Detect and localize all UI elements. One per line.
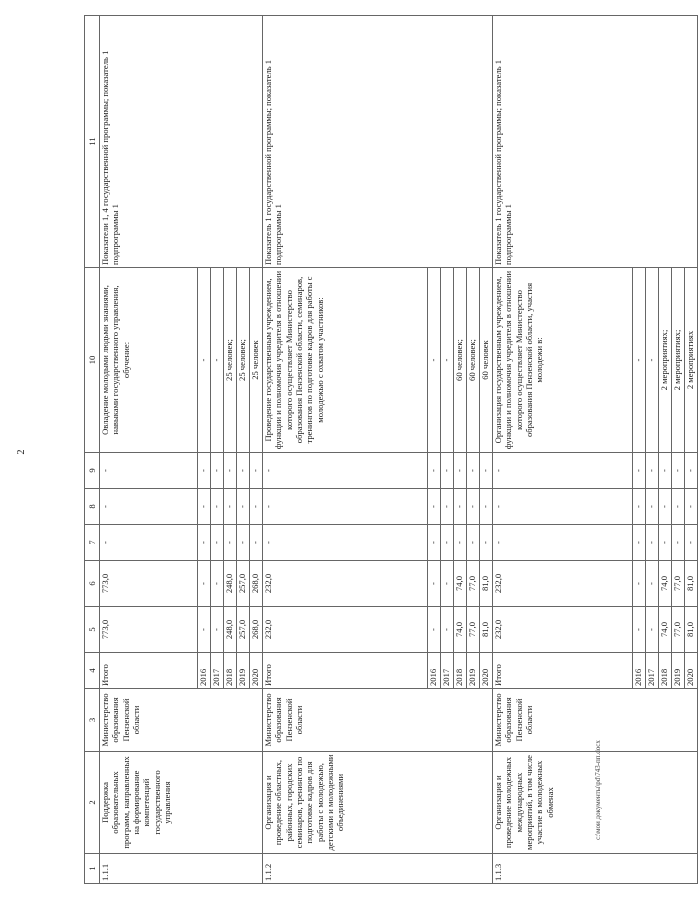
value: - — [659, 525, 672, 561]
value: - — [659, 453, 672, 489]
total-value: - — [263, 453, 428, 489]
indicator-text: Овладение молодыми людьми знаниями, навыками государственного управления, обучение: — [100, 268, 198, 453]
value: - — [441, 561, 454, 607]
value: 81,0 — [685, 607, 698, 653]
header-cell: 10 — [85, 268, 100, 453]
total-value: 773,0 — [100, 607, 198, 653]
value: - — [633, 561, 646, 607]
footer-file-path: c:\мои документы\рd\743-пп.docx — [594, 740, 602, 840]
indicator-text: Проведение государственным учреждением, функции и полномочия учредителя в отношении которого осуществляет Министерство образования Пензенской области, семинаров, тренингов по подготовке кадров для работы с молодежью с охватом участников: — [263, 268, 428, 453]
total-value: 232,0 — [493, 607, 633, 653]
year-indicator: - — [646, 268, 659, 453]
year: 2019 — [237, 653, 250, 689]
value: - — [633, 607, 646, 653]
value: - — [211, 561, 224, 607]
value: 81,0 — [685, 561, 698, 607]
year: 2020 — [480, 653, 493, 689]
event-name: Организация и проведение молодежных международных мероприятий, в том числе участие в молодежных обменах — [493, 752, 698, 854]
value: 77,0 — [672, 561, 685, 607]
value: - — [211, 525, 224, 561]
value: - — [428, 607, 441, 653]
header-cell: 4 — [85, 653, 100, 689]
year-indicator: - — [211, 268, 224, 453]
value: - — [633, 453, 646, 489]
value: - — [633, 489, 646, 525]
value: - — [198, 561, 211, 607]
target-indicator: Показатели 1, 4 государственной программы; показатель 1 подпрограммы 1 — [100, 16, 263, 268]
header-cell: 11 — [85, 16, 100, 268]
value: - — [428, 525, 441, 561]
value: - — [198, 607, 211, 653]
total-value: - — [493, 489, 633, 525]
total-label: Итого — [493, 653, 633, 689]
value: - — [480, 489, 493, 525]
year: 2017 — [441, 653, 454, 689]
year-indicator: 2 мероприятиях — [685, 268, 698, 453]
value: 77,0 — [672, 607, 685, 653]
value: 248,0 — [224, 607, 237, 653]
value: - — [672, 525, 685, 561]
total-value: - — [100, 525, 198, 561]
value: - — [441, 489, 454, 525]
indicator-text: Организация государственным учреждением, функции и полномочия учредителя в отношении которого осуществляет Министерство образования Пензенской области, участия молодежи в: — [493, 268, 633, 453]
total-value: - — [263, 489, 428, 525]
value: 268,0 — [250, 561, 263, 607]
value: 74,0 — [659, 607, 672, 653]
year: 2017 — [211, 653, 224, 689]
total-value: - — [493, 453, 633, 489]
value: - — [211, 489, 224, 525]
header-cell: 1 — [85, 854, 100, 884]
year-indicator: 25 человек; — [224, 268, 237, 453]
value: - — [428, 453, 441, 489]
table-row-total — [493, 16, 633, 884]
total-value: - — [100, 453, 198, 489]
value: - — [685, 489, 698, 525]
event-name: Поддержка образовательных программ, направленных на формирование компетенций государственного управления — [100, 752, 263, 854]
table-row-total — [100, 16, 198, 884]
value: - — [198, 453, 211, 489]
value: - — [211, 607, 224, 653]
value: - — [441, 525, 454, 561]
header-cell: 9 — [85, 453, 100, 489]
executor: Министерство образования Пензенской области — [263, 689, 493, 752]
event-number: 1.1.3 — [493, 854, 698, 884]
header-cell: 2 — [85, 752, 100, 854]
value: - — [454, 525, 467, 561]
value: - — [480, 525, 493, 561]
header-cell: 7 — [85, 525, 100, 561]
header-cell: 5 — [85, 607, 100, 653]
header-cell: 6 — [85, 561, 100, 607]
value: - — [428, 489, 441, 525]
year-indicator: - — [633, 268, 646, 453]
value: - — [224, 525, 237, 561]
year-indicator: 2 мероприятиях; — [659, 268, 672, 453]
value: - — [467, 453, 480, 489]
year-indicator: - — [428, 268, 441, 453]
value: - — [467, 489, 480, 525]
value: - — [454, 489, 467, 525]
total-value: 232,0 — [263, 607, 428, 653]
value: 77,0 — [467, 561, 480, 607]
year-indicator: 2 мероприятиях; — [672, 268, 685, 453]
executor: Министерство образования Пензенской области — [100, 689, 263, 752]
value: - — [237, 489, 250, 525]
total-value: - — [493, 525, 633, 561]
year-indicator: 25 человек — [250, 268, 263, 453]
year: 2020 — [250, 653, 263, 689]
value: - — [198, 489, 211, 525]
total-value: 232,0 — [493, 561, 633, 607]
value: - — [480, 453, 493, 489]
year-indicator: 25 человек; — [237, 268, 250, 453]
year: 2016 — [428, 653, 441, 689]
target-indicator: Показатель 1 государственной программы; показатель 1 подпрограммы 1 — [493, 16, 698, 268]
value: - — [211, 453, 224, 489]
value: - — [237, 453, 250, 489]
value: 81,0 — [480, 607, 493, 653]
year: 2016 — [633, 653, 646, 689]
value: - — [441, 607, 454, 653]
year-indicator: - — [441, 268, 454, 453]
year-indicator: 60 человек; — [454, 268, 467, 453]
target-indicator: Показатель 1 государственной программы; показатель 1 подпрограммы 1 — [263, 16, 493, 268]
header-row — [85, 16, 100, 884]
year-indicator: 60 человек; — [467, 268, 480, 453]
year: 2017 — [646, 653, 659, 689]
header-cell: 3 — [85, 689, 100, 752]
program-events-table — [84, 15, 698, 884]
value: - — [224, 453, 237, 489]
value: - — [467, 525, 480, 561]
header-cell: 8 — [85, 489, 100, 525]
value: - — [250, 525, 263, 561]
total-value: 773,0 — [100, 561, 198, 607]
total-label: Итого — [263, 653, 428, 689]
event-name: Организация и проведение областных, районных, городских семинаров, тренингов по подготовке кадров для работы с молодежью, детскими и молодежными объединениями — [263, 752, 493, 854]
value: - — [685, 453, 698, 489]
value: 81,0 — [480, 561, 493, 607]
value: 257,0 — [237, 561, 250, 607]
year-indicator: 60 человек — [480, 268, 493, 453]
year: 2018 — [224, 653, 237, 689]
value: - — [237, 525, 250, 561]
value: - — [659, 489, 672, 525]
executor: Министерство образования Пензенской области — [493, 689, 698, 752]
value: - — [250, 453, 263, 489]
value: - — [428, 561, 441, 607]
value: 268,0 — [250, 607, 263, 653]
value: - — [633, 525, 646, 561]
total-label: Итого — [100, 653, 198, 689]
value: - — [646, 489, 659, 525]
year: 2018 — [454, 653, 467, 689]
value: - — [672, 489, 685, 525]
event-number: 1.1.1 — [100, 854, 263, 884]
value: - — [441, 453, 454, 489]
year-indicator: - — [198, 268, 211, 453]
value: - — [646, 607, 659, 653]
event-number: 1.1.2 — [263, 854, 493, 884]
page-number: 2 — [16, 449, 27, 455]
total-value: - — [100, 489, 198, 525]
value: - — [250, 489, 263, 525]
year: 2016 — [198, 653, 211, 689]
year: 2019 — [467, 653, 480, 689]
value: - — [454, 453, 467, 489]
value: - — [685, 525, 698, 561]
value: - — [198, 525, 211, 561]
year: 2019 — [672, 653, 685, 689]
total-value: - — [263, 525, 428, 561]
value: - — [672, 453, 685, 489]
value: - — [646, 453, 659, 489]
value: - — [646, 525, 659, 561]
value: 257,0 — [237, 607, 250, 653]
value: 248,0 — [224, 561, 237, 607]
year: 2018 — [659, 653, 672, 689]
year: 2020 — [685, 653, 698, 689]
value: - — [224, 489, 237, 525]
table-row-total — [263, 16, 428, 884]
value: - — [646, 561, 659, 607]
value: 74,0 — [659, 561, 672, 607]
value: 74,0 — [454, 607, 467, 653]
total-value: 232,0 — [263, 561, 428, 607]
value: 77,0 — [467, 607, 480, 653]
rotated-table-wrapper — [84, 16, 698, 884]
value: 74,0 — [454, 561, 467, 607]
